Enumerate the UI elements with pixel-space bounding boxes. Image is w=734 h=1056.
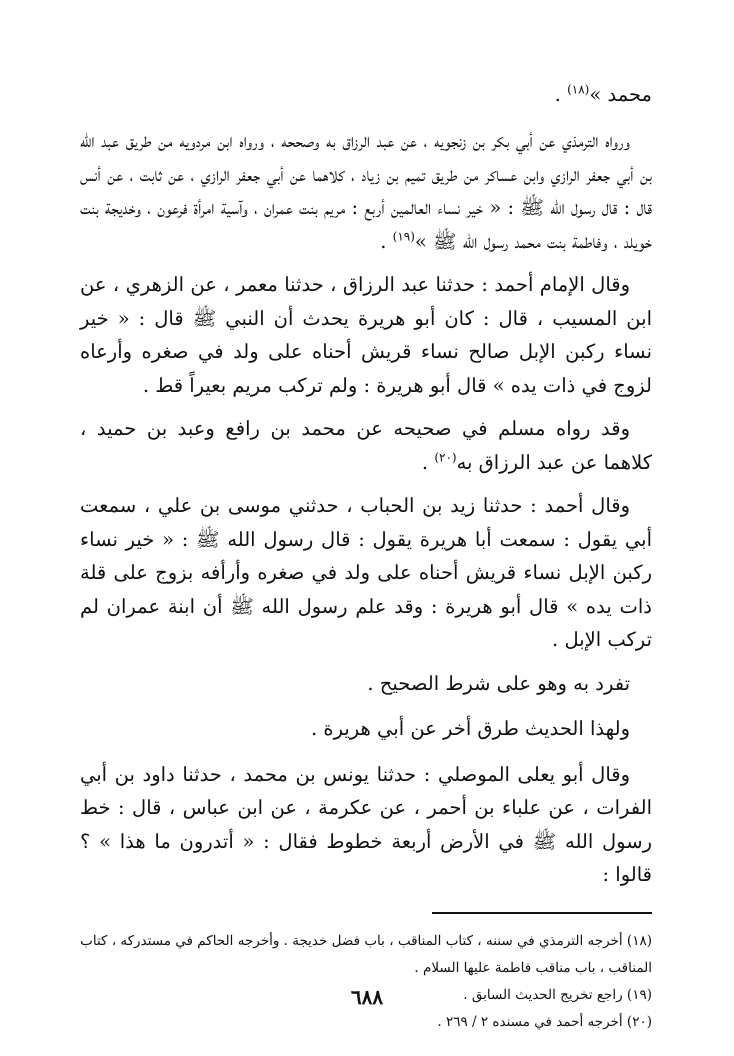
paragraph-abu-yala: [80, 758, 652, 892]
paragraph-text: وقال أبو يعلى الموصلي : حدثنا يونس بن محمد ، حدثنا داود بن أبي الفرات ، عن علباء بن أحمر ، عن عكرمة ، عن ابن عباس ، قال : خط رسول الله ﷺ في الأرض أربعة خطوط فقال : « أتدرون ما هذا » ؟ قالوا :: [80, 762, 652, 886]
paragraph-tail: .: [380, 229, 393, 253]
continuation-tail: .: [554, 83, 568, 106]
footnote-20: (٢٠) أخرجه أحمد في مسنده ٢ / ٢٦٩ .: [437, 1013, 652, 1030]
footnote-18: (١٨) أخرجه الترمذي في سننه ، كتاب المناقب ، باب فضل خديجة . وأخرجه الحاكم في مستدركه ، كتاب المناقب ، باب مناقب فاطمة عليها السلام .: [80, 932, 652, 976]
paragraph-tirmidhi: [80, 124, 652, 258]
paragraph-tail: .: [421, 450, 435, 474]
footnote-divider: [432, 912, 652, 914]
paragraph-ahmad-zayd: [80, 489, 652, 657]
footnote-ref-18: (١٨): [567, 82, 590, 97]
paragraph-text: وقال الإمام أحمد : حدثنا عبد الرزاق ، حدثنا معمر ، عن الزهري ، عن ابن المسيب ، قال : كان أبو هريرة يحدث أن النبي ﷺ قال : « خير نساء ركبن الإبل صالح نساء قريش أحناه على ولد في صغره وأرعاه لزوج في ذات يده » قال أبو هريرة : ولم تركب مريم بعيراً قط .: [80, 273, 652, 397]
paragraph-text: وقال أحمد : حدثنا زيد بن الحباب ، حدثني موسى بن علي ، سمعت أبي يقول : سمعت أبا هريرة يقول : قال رسول الله ﷺ : « خير نساء ركبن الإبل نساء قريش أحناه على ولد في صغره وأرأفه بزوج على قلة ذات يده » قال أبو هريرة : وقد علم رسول الله ﷺ أن ابنة عمران لم تركب الإبل .: [80, 494, 652, 651]
page-number: ٦٨٨: [350, 985, 384, 1009]
footnote-ref-20: (٢٠): [434, 450, 457, 464]
continuation-line: [80, 78, 652, 112]
footnote-ref-19: (١٩): [392, 229, 415, 243]
footnote-19: (١٩) راجع تخريج الحديث السابق .: [463, 986, 652, 1003]
line-tafarrada: تفرد به وهو على شرط الصحيح .: [367, 671, 630, 695]
paragraph-imam-ahmad: [80, 268, 652, 402]
paragraph-text: ورواه الترمذي عن أبي بكر بن زنجويه ، عن عبد الرزاق به وصححه ، ورواه ابن مردويه من طريق عبد الله بن أبي جعفر الرازي وابن عساكر من طريق تميم بن زياد ، كلاهما عن أبي جعفر الرازي ، عن ثابت ، عن أنس قال : قال رسول الله ﷺ : « خير نساء العالمين أربع : مريم بنت عمران ، وآسية امرأة فرعون ، وخديجة بنت خويلد ، وفاطمة بنت محمد رسول الله ﷺ »: [80, 129, 652, 253]
paragraph-muslim: [80, 412, 652, 479]
line-turuq: ولهذا الحديث طرق أخر عن أبي هريرة .: [310, 717, 630, 740]
paragraph-text: وقد رواه مسلم في صحيحه عن محمد بن رافع وعبد بن حميد ، كلاهما عن عبد الرزاق به: [80, 417, 652, 474]
continuation-text: محمد »: [589, 83, 652, 106]
